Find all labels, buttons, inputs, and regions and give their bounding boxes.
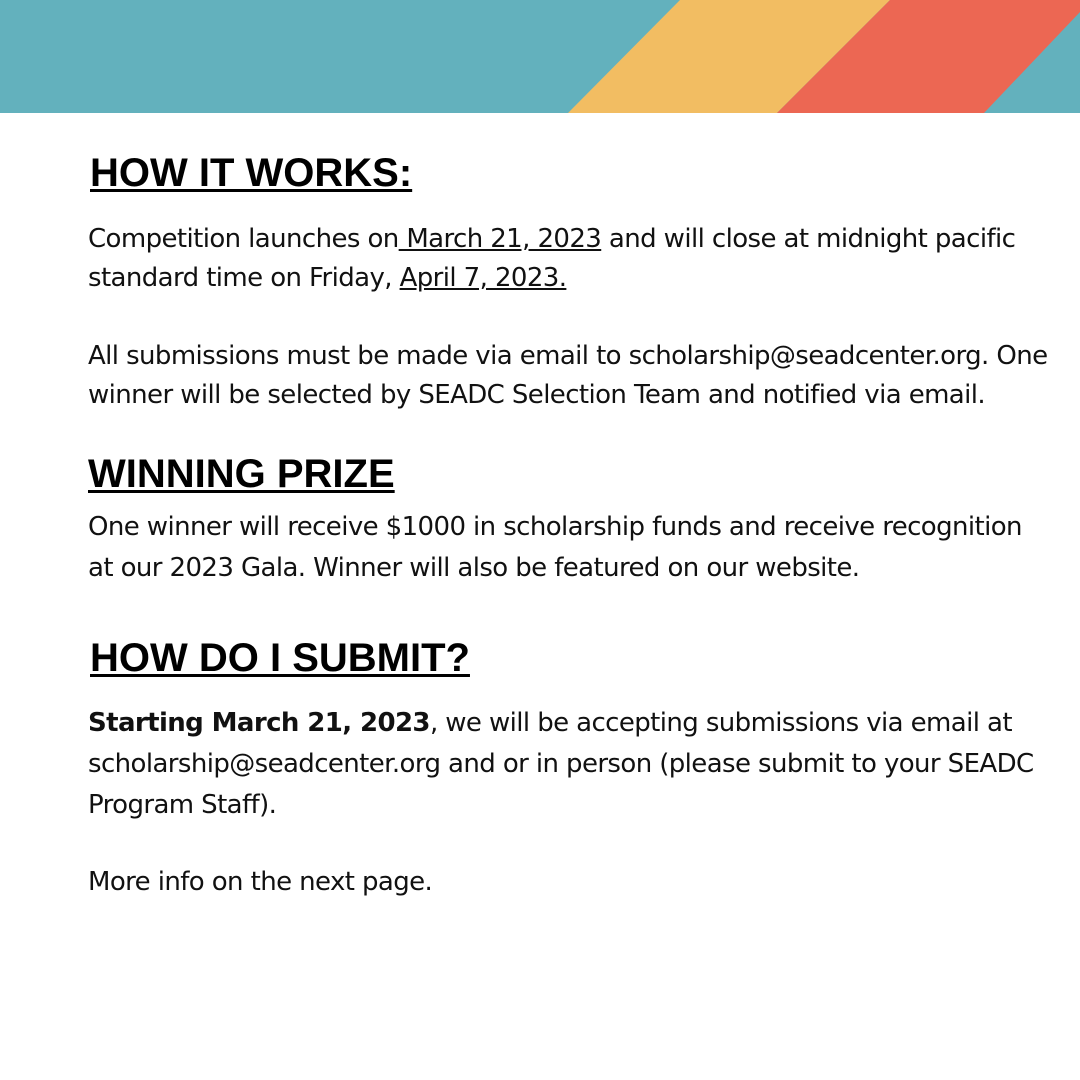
close-text: and will close at midnight pacific standard time on Friday,	[88, 224, 1016, 293]
submission-info-paragraph: All submissions must be made via email to scholarship@seadcenter.org. One winner will be selected by SEADC Selection Team and notified via email.	[88, 341, 1048, 410]
prize-paragraph: One winner will receive $1000 in scholarship funds and receive recognition at our 2023 Gala. Winner will also be featured on our website.	[88, 512, 1022, 583]
launch-date-link[interactable]: March 21, 2023	[398, 224, 602, 254]
header-banner	[0, 0, 1080, 113]
main-content	[88, 150, 1048, 902]
submit-body: , we will be accepting submissions via email at scholarship@seadcenter.org and or in person (please submit to your SEADC Program Staff).	[88, 708, 1034, 820]
how-it-works-heading: HOW IT WORKS:	[90, 151, 413, 195]
launch-dates-paragraph	[88, 220, 1048, 298]
more-info-text: More info on the next page.	[88, 867, 433, 897]
submit-paragraph	[88, 703, 1048, 826]
how-do-i-submit-heading: HOW DO I SUBMIT?	[90, 636, 470, 680]
submit-start-date: Starting March 21, 2023	[88, 708, 430, 738]
close-date-link[interactable]: April 7, 2023.	[399, 263, 567, 293]
launch-text: Competition launches on	[88, 224, 399, 254]
winning-prize-heading: WINNING PRIZE	[88, 452, 395, 496]
